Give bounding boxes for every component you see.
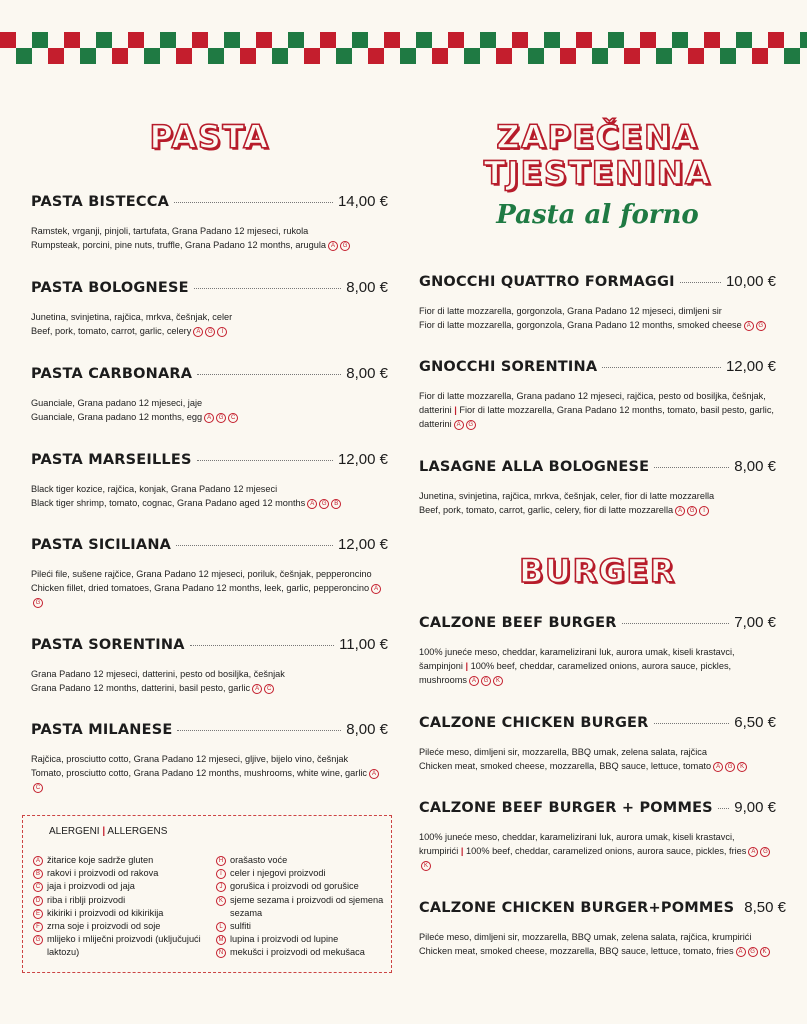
baked-pasta-title-line1: ZAPEČENA [496,118,699,156]
menu-item [31,451,388,510]
allergen-badge: G [748,947,758,957]
allergen-legend-title: ALERGENI | ALLERGENS [49,826,168,837]
item-description: Junetina, svinjetina, rajčica, mrkva, češnjak, celer, fior di latte mozzarella Beef, pork, tomato, carrot, garlic, celery, fior di latte mozzarella A G I [419,491,715,515]
allergen-entry: H orašasto voće [216,854,386,867]
allergen-entry: G mlijeko i mliječni proizvodi (uključujući laktozu) [33,933,213,959]
dot-leader [654,722,730,724]
allergen-badge: G [481,676,491,686]
item-price: 11,00 € [339,636,388,653]
allergen-badge: G [319,499,329,509]
menu-item [31,193,388,252]
item-price: 8,00 € [346,721,388,738]
item-price: 12,00 € [337,451,388,468]
dot-leader [654,466,729,468]
menu-item [31,365,388,424]
menu-item [419,614,776,687]
item-description: 100% juneće meso, cheddar, karamelizirani luk, aurora umak, kiseli krastavci, šampinjoni | 100% beef, cheddar, caramelized onions, aurora sauce, pickles, mushrooms A G K [419,647,735,685]
allergen-badge: G [340,241,350,251]
allergen-badge: A [252,684,262,694]
allergen-badge: A [328,241,338,251]
allergen-badge: A [469,676,479,686]
item-description: Pileće meso, dimljeni sir, mozzarella, BBQ umak, zelena salata, rajčica Chicken meat, smoked cheese, mozzarella, BBQ sauce, lettuce, tomato A G K [419,745,776,773]
allergen-badge: G [205,327,215,337]
dot-leader [174,201,333,203]
dot-leader [602,366,721,368]
allergen-badge: A [204,413,214,423]
dot-leader [176,544,333,546]
item-price: 10,00 € [725,273,776,290]
allergen-badge: G [33,598,43,608]
item-name: CALZONE CHICKEN BURGER+POMMES [419,900,735,916]
item-name: PASTA MILANESE [31,722,173,738]
menu-item [419,458,776,517]
item-name: CALZONE BEEF BURGER [419,615,617,631]
dot-leader [197,459,333,461]
allergen-entry: J gorušica i proizvodi od gorušice [216,880,386,893]
item-name: PASTA MARSEILLES [31,452,192,468]
item-description: 100% juneće meso, cheddar, karamelizirani luk, aurora umak, kiseli krastavci, krumpirići | 100% beef, cheddar, caramelized onions, aurora sauce, pickles, fries A GK [419,830,776,872]
item-name: CALZONE BEEF BURGER + POMMES [419,800,713,816]
allergen-badge: A [744,321,754,331]
item-description: Ramstek, vrganji, pinjoli, tartufata, Grana Padano 12 mjeseci, rukola Rumpsteak, porcini, pine nuts, truffle, Grana Padano 12 months, arugula A G [31,224,388,252]
allergen-badge: A [193,327,203,337]
item-name: GNOCCHI QUATTRO FORMAGGI [419,274,675,290]
allergen-list-right [216,854,386,960]
allergen-badge: G [687,506,697,516]
item-description: Rajčica, prosciutto cotto, Grana Padano 12 mjeseci, gljive, bijelo vino, češnjak Tomato, prosciutto cotto, Grana Padano 12 months, mushrooms, white wine, garlic AC [31,752,388,794]
allergen-entry: E kikiriki i proizvodi od kikirikija [33,907,213,920]
allergen-badge: A [675,506,685,516]
item-price: 6,50 € [734,714,776,731]
allergen-badge: G [216,413,226,423]
allergen-badge: A [307,499,317,509]
menu-item [31,279,388,338]
allergen-badge: K [737,762,747,772]
item-price: 8,00 € [346,365,388,382]
item-name: LASAGNE ALLA BOLOGNESE [419,459,650,475]
item-description: Fior di latte mozzarella, Grana padano 12 mjeseci, rajčica, pesto od bosiljka, češnjak, datterini | Fior di latte mozzarella, Grana Padano 12 months, tomato, basil pesto, garlic, datterini A G [419,391,774,429]
allergen-list-left [33,854,213,960]
allergen-badge: A [713,762,723,772]
allergen-entry: K sjeme sezama i proizvodi od sjemena sezama [216,894,386,920]
pasta-title: PASTA [149,118,270,156]
allergen-legend [22,815,392,973]
dot-leader [718,807,729,809]
dot-leader [680,281,721,283]
allergen-badge: I [217,327,227,337]
allergen-badge: B [331,499,341,509]
item-description: Junetina, svinjetina, rajčica, mrkva, češnjak, celer Beef, pork, tomato, carrot, garlic, celery A G I [31,312,233,336]
dot-leader [194,287,342,289]
item-price: 14,00 € [337,193,388,210]
allergen-badge: G [756,321,766,331]
allergen-badge: K [493,676,503,686]
item-price: 12,00 € [337,536,388,553]
allergen-badge: A [748,847,758,857]
menu-item [419,899,786,958]
item-name: PASTA SORENTINA [31,637,185,653]
menu-item [31,721,388,794]
item-name: GNOCCHI SORENTINA [419,359,598,375]
allergen-badge: G [760,847,770,857]
item-description: Grana Padano 12 mjeseci, datterini, pesto od bosiljka, češnjak Grana Padano 12 months, datterini, basil pesto, garlic A C [31,669,285,693]
menu-item [31,636,388,695]
item-name: PASTA BISTECCA [31,194,169,210]
dot-leader [190,644,334,646]
baked-pasta-subtitle: Pasta al forno [496,200,699,230]
item-name: PASTA BOLOGNESE [31,280,189,296]
dot-leader [177,729,341,731]
item-price: 12,00 € [725,358,776,375]
item-price: 9,00 € [734,799,776,816]
allergen-badge: G [466,420,476,430]
allergen-badge: A [454,420,464,430]
checkered-border [0,32,807,64]
item-price: 8,00 € [346,279,388,296]
allergen-entry: C jaja i proizvodi od jaja [33,880,213,893]
allergen-badge: C [33,783,43,793]
allergen-badge: A [369,769,379,779]
allergen-entry: A žitarice koje sadrže gluten [33,854,213,867]
item-price: 8,50 € [744,899,786,916]
item-name: PASTA SICILIANA [31,537,172,553]
allergen-entry: D riba i riblji proizvodi [33,894,213,907]
menu-item [419,799,776,872]
menu-item [419,714,776,773]
allergen-badge: I [699,506,709,516]
item-name: CALZONE CHICKEN BURGER [419,715,649,731]
allergen-badge: C [228,413,238,423]
allergen-badge: C [264,684,274,694]
allergen-badge: A [371,584,381,594]
dot-leader [622,622,730,624]
menu-item [31,536,388,609]
allergen-badge: K [760,947,770,957]
item-description: Fior di latte mozzarella, gorgonzola, Grana Padano 12 mjeseci, dimljeni sir Fior di latte mozzarella, gorgonzola, Grana Padano 12 months, smoked cheese A G [419,304,776,332]
allergen-entry: L sulfiti [216,920,386,933]
dot-leader [197,373,341,375]
baked-pasta-title-line2: TJESTENINA [483,154,712,192]
item-price: 8,00 € [734,458,776,475]
menu-item [419,273,776,332]
allergen-entry: I celer i njegovi proizvodi [216,867,386,880]
allergen-badge: K [421,861,431,871]
allergen-entry: F zrna soje i proizvodi od soje [33,920,213,933]
item-description: Pileći file, sušene rajčice, Grana Padano 12 mjeseci, poriluk, češnjak, pepperoncino Chicken fillet, dried tomatoes, Grana Padano 12 months, leek, garlic, pepperoncino AG [31,567,388,609]
item-name: PASTA CARBONARA [31,366,193,382]
allergen-badge: A [736,947,746,957]
item-description: Pileće meso, dimljeni sir, mozzarella, BBQ umak, zelena salata, rajčica, krumpirići Chicken meat, smoked cheese, mozzarella, BBQ sauce, lettuce, tomato, fries A G K [419,930,776,958]
item-price: 7,00 € [734,614,776,631]
allergen-badge: G [725,762,735,772]
item-description: Guanciale, Grana padano 12 mjeseci, jaje Guanciale, Grana padano 12 months, egg A G C [31,396,388,424]
item-description: Black tiger kozice, rajčica, konjak, Grana Padano 12 mjeseci Black tiger shrimp, tomato, cognac, Grana Padano aged 12 months A G B [31,482,388,510]
allergen-entry: B rakovi i proizvodi od rakova [33,867,213,880]
menu-item [419,358,776,431]
allergen-entry: M lupina i proizvodi od lupine [216,933,386,946]
allergen-entry: N mekušci i proizvodi od mekušaca [216,946,386,959]
burger-title: BURGER [519,552,676,590]
